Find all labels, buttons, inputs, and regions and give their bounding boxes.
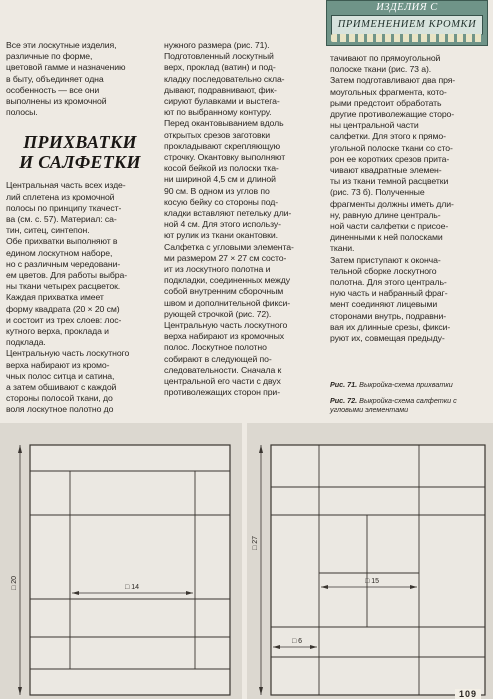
caption-text: Выкройка-схема прихватки	[359, 380, 453, 389]
text-line: ну, равную длине централь-	[330, 209, 441, 220]
text-line: форму квадрата (20 × 20 см)	[6, 303, 120, 314]
text-line: косую бейку со стороны под-	[164, 196, 279, 207]
text-line: полосы.	[6, 107, 38, 118]
text-line: лий сплетена из кромочной	[6, 191, 115, 202]
text-column-2	[164, 40, 318, 399]
height-dimension-label: □ 27	[252, 536, 259, 550]
text-line: Все эти лоскутные изделия,	[6, 40, 117, 50]
text-line: кладку последовательно скла-	[164, 73, 285, 84]
text-line: ной 4 см. Для этого использу-	[164, 219, 281, 230]
text-line: ем цветов. Для работы выбра-	[6, 270, 127, 281]
text-line: сторонами внутрь, подравни-	[330, 310, 447, 321]
caption-text: Выкройка-схема салфетки с угловыми элементами	[330, 396, 457, 414]
text-line: Подготовленный лоскутный	[164, 51, 274, 62]
text-line: подклада.	[6, 337, 46, 348]
header-line-2: ПРИМЕНЕНИЕМ КРОМКИ	[331, 15, 483, 35]
text-line: открытых срезов заготовки	[164, 129, 270, 140]
text-line: Центральная часть всех изде-	[6, 180, 126, 191]
inner-dimension-label: □ 15	[365, 578, 379, 585]
text-line: противолежащих сторон при-	[164, 387, 280, 398]
text-line: Затем подготавливают два пря-	[330, 75, 456, 86]
text-line: ют рулик из ткани окантовки.	[164, 230, 278, 241]
text-line: косой бейкой из полоски тка-	[164, 163, 279, 174]
caption-fig-72	[330, 396, 485, 414]
height-dimension-label: □ 20	[11, 576, 18, 590]
inner-dimension-label: □ 14	[125, 584, 139, 591]
text-line: ной части салфетки с присое-	[330, 221, 449, 232]
text-line: ит из лоскутного полотна и	[164, 264, 271, 275]
text-column-1	[6, 40, 154, 416]
text-line: ны центральной части	[330, 120, 419, 131]
text-line: Обе прихватки выполняют в	[6, 236, 118, 247]
text-line: верха набирают из кромочных	[164, 331, 284, 342]
text-line: швом и дополнительной фикси-	[164, 297, 291, 308]
text-line: диненными к ней полосками	[330, 232, 443, 243]
section-title-line-2: И САЛФЕТКИ	[19, 152, 141, 173]
napkin-diagram	[247, 423, 493, 699]
text-line: (рис. 73 б). Полученные	[330, 187, 425, 198]
caption-label: Рис. 71.	[330, 380, 358, 389]
text-line: воля лоскутное полотно до	[6, 404, 114, 415]
text-line: едином лоскутном наборе,	[6, 247, 113, 258]
text-line: Центральную часть лоскутного	[164, 320, 288, 331]
text-line: нужного размера (рис. 71).	[164, 40, 270, 50]
text-line: салфетки. Для этого к прямо-	[330, 131, 446, 142]
section-title	[6, 132, 154, 172]
page-number: 109	[455, 689, 481, 699]
text-line: Салфетка с угловыми элемента-	[164, 241, 294, 252]
text-line: рон ее коротких срезов прита-	[330, 153, 450, 164]
caption-fig-71	[330, 380, 485, 389]
text-line: тельной сборке лоскутного	[330, 265, 437, 276]
text-line: другие противолежащие сторо-	[330, 109, 455, 120]
text-line: кладки вставляют петельку дли-	[164, 208, 292, 219]
text-line: ни шириной 4,5 см и длиной	[164, 174, 276, 185]
text-line: прокладывают скрепляющую	[164, 140, 281, 151]
text-line: выполнены из кромочной	[6, 96, 107, 107]
text-line: подкладки, соединенных между	[164, 275, 290, 286]
text-line: рыми предстоит обработать	[330, 97, 442, 108]
text-line: руют их, совмещая предыду-	[330, 333, 445, 344]
text-line: ты из ткани темной расцветки	[330, 176, 449, 187]
text-line: центральной его части с двух	[164, 376, 281, 387]
section-title-line-1: ПРИХВАТКИ	[23, 132, 137, 153]
caption-label: Рис. 72.	[330, 396, 358, 405]
text-line: Центральную часть лоскутного	[6, 348, 130, 359]
text-line: а затем обшивают с каждой	[6, 382, 117, 393]
text-line: полотна. Для этого централь-	[330, 277, 447, 288]
header-line-1: ИЗДЕЛИЯ С	[376, 2, 438, 13]
text-line: дывают, подравнивают, фик-	[164, 84, 277, 95]
text-line: фрагменты должны иметь дли-	[330, 198, 454, 209]
text-line: ют по выбранному контуру.	[164, 107, 272, 118]
body-paragraph	[6, 180, 154, 415]
text-line: особенность — все они	[6, 84, 100, 95]
potholder-diagram	[0, 423, 242, 699]
text-line: стороны полосой ткани, до	[6, 393, 113, 404]
text-line: следовательности. Сначала к	[164, 364, 282, 375]
pattern-outline	[30, 445, 230, 695]
text-line: сируют булавками и выстега-	[164, 96, 280, 107]
text-line: различные по форме,	[6, 51, 93, 62]
figure-71-potholder-pattern	[0, 423, 242, 699]
text-line: мент соединяют лицевыми	[330, 299, 438, 310]
text-line: угольной полоске ткани со сто-	[330, 142, 453, 153]
text-line: моугольных фрагмента, кото-	[330, 86, 447, 97]
text-line: полос. Лоскутное полотно	[164, 342, 267, 353]
figure-captions	[330, 380, 485, 421]
text-line: но с различным чередовани-	[6, 258, 121, 269]
text-line: вая их длинные срезы, фикси-	[330, 321, 451, 332]
header-ornament	[331, 34, 483, 42]
text-line: полоске ткани (рис. 73 а).	[330, 64, 432, 75]
text-line: Каждая прихватка имеет	[6, 292, 104, 303]
text-line: ную часть и набранный фраг-	[330, 288, 448, 299]
text-line: верха набирают из кромо-	[6, 359, 110, 370]
text-line: строчку. Окантовку выполняют	[164, 152, 286, 163]
figure-72-napkin-pattern	[247, 423, 493, 699]
section-header-banner	[326, 0, 488, 46]
text-line: ткани.	[330, 243, 355, 254]
text-line: кутного верха, проклада и	[6, 326, 109, 337]
text-line: ми размером 27 × 27 см состо-	[164, 252, 287, 263]
text-line: чных полос ситца и сатина,	[6, 370, 115, 381]
text-line: полосы по принципу ткачест-	[6, 202, 122, 213]
text-line: тачивают по прямоугольной	[330, 53, 441, 63]
pattern-outline	[271, 445, 485, 695]
text-column-3	[330, 53, 482, 344]
text-line: и состоит из трех слоев: лос-	[6, 314, 122, 325]
corner-dimension-label: □ 6	[291, 638, 303, 645]
text-line: рующей строчкой (рис. 72).	[164, 308, 272, 319]
text-line: верх, проклад (ватин) и под-	[164, 62, 276, 73]
text-line: 90 см. В одном из углов по	[164, 185, 270, 196]
text-line: ны ткани четырех расцветок.	[6, 281, 121, 292]
text-line: Затем приступают к оконча-	[330, 254, 441, 265]
text-line: ва (см. с. 57). Материал: са-	[6, 214, 117, 225]
intro-paragraph	[6, 40, 154, 118]
text-line: цветовой гамме и назначению	[6, 62, 126, 73]
text-line: чивают квадратные элемен-	[330, 165, 442, 176]
text-line: тин, ситец, синтепон.	[6, 225, 90, 236]
text-line: собой внутренним сборочным	[164, 286, 284, 297]
text-line: Перед окантовыванием вдоль	[164, 118, 284, 129]
text-line: в быту, объединяет одна	[6, 73, 104, 84]
text-line: собирают в следующей по-	[164, 353, 272, 364]
